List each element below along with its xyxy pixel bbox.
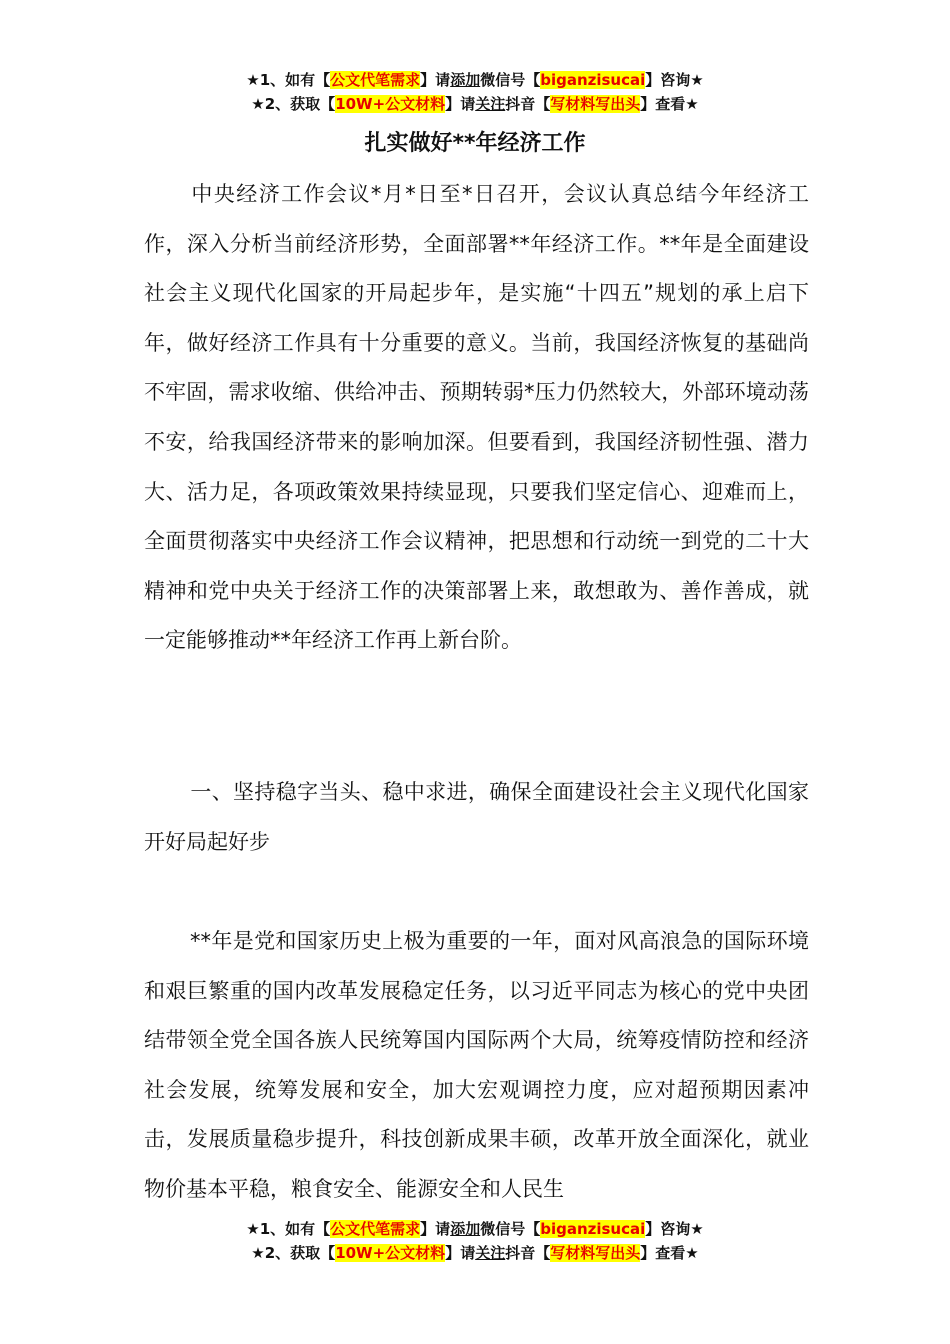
promo-highlight: 10W+公文材料 [335, 95, 446, 113]
promo-underlined: 关注 [475, 95, 506, 113]
promo-highlight: 写材料写出头 [550, 95, 641, 113]
paragraph-text: **年是党和国家历史上极为重要的一年，面对风高浪急的国际环境和艰巨繁重的国内改革发展稳定任务，以习近平同志为核心的党中央团结带领全党全国各族人民统筹国内国际两个大局，统筹疫情防控和经济社会发展，统筹发展和安全，加大宏观调控力度，应对超预期因素冲击，发展质量稳步提升，科技创新成果丰硕，改革开放全面深化，就业物价基本平稳，粮食安全、能源安全和人民生 [144, 929, 809, 1201]
promo-text: 微信号【 [480, 71, 541, 89]
promo-banner-bottom [0, 1217, 950, 1265]
promo-text: 】请 [420, 1220, 451, 1238]
promo-line-1 [0, 1217, 950, 1241]
promo-underlined: 添加 [450, 71, 481, 89]
promo-banner-top [0, 68, 950, 116]
promo-text: 】咨询★ [645, 71, 704, 89]
promo-text: 】请 [445, 1244, 476, 1262]
promo-text: 抖音【 [505, 1244, 551, 1262]
promo-text: 】请 [420, 71, 451, 89]
promo-line-1 [0, 68, 950, 92]
promo-text: 】请 [445, 95, 476, 113]
promo-underlined: 添加 [450, 1220, 481, 1238]
promo-highlight: 10W+公文材料 [335, 1244, 446, 1262]
body-paragraph [144, 170, 809, 666]
section-heading [144, 768, 809, 867]
document-title: 扎实做好**年经济工作 [364, 131, 586, 156]
body-paragraph [144, 917, 809, 1215]
promo-text: 微信号【 [480, 1220, 541, 1238]
promo-text: 】查看★ [640, 1244, 699, 1262]
promo-highlight: biganzisucai [540, 71, 646, 89]
promo-highlight: 写材料写出头 [550, 1244, 641, 1262]
promo-highlight: biganzisucai [540, 1220, 646, 1238]
promo-underlined: 关注 [475, 1244, 506, 1262]
promo-text: 抖音【 [505, 95, 551, 113]
paragraph-text: 中央经济工作会议*月*日至*日召开，会议认真总结今年经济工作，深入分析当前经济形势，全面部署**年经济工作。**年是全面建设社会主义现代化国家的开局起步年，是实施“十四五”规划的承上启下年，做好经济工作具有十分重要的意义。当前，我国经济恢复的基础尚不牢固，需求收缩、供给冲击、预期转弱*压力仍然较大，外部环境动荡不安，给我国经济带来的影响加深。但要看到，我国经济韧性强、潜力大、活力足，各项政策效果持续显现，只要我们坚定信心、迎难而上，全面贯彻落实中央经济工作会议精神，把思想和行动统一到党的二十大精神和党中央关于经济工作的决策部署上来，敢想敢为、善作善成，就一定能够推动**年经济工作再上新台阶。 [144, 182, 809, 653]
promo-highlight: 公文代笔需求 [330, 1220, 421, 1238]
promo-text: 】查看★ [640, 95, 699, 113]
promo-text: ★1、如有【 [246, 71, 331, 89]
promo-text: ★2、获取【 [251, 1244, 336, 1262]
section-heading-text: 一、坚持稳字当头、稳中求进，确保全面建设社会主义现代化国家开好局起好步 [144, 780, 809, 854]
promo-text: ★2、获取【 [251, 95, 336, 113]
promo-highlight: 公文代笔需求 [330, 71, 421, 89]
promo-line-2 [0, 1241, 950, 1265]
promo-line-2 [0, 92, 950, 116]
promo-text: ★1、如有【 [246, 1220, 331, 1238]
promo-text: 】咨询★ [645, 1220, 704, 1238]
